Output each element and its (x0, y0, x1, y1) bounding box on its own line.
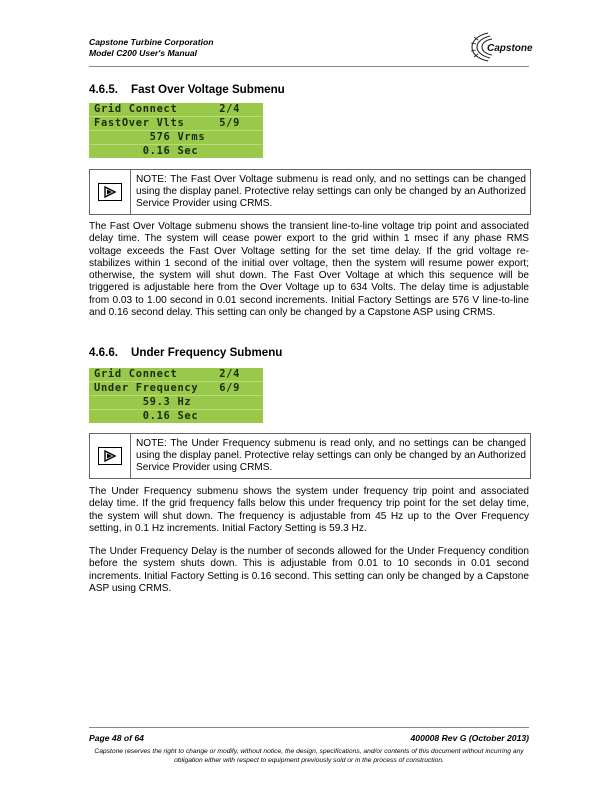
paragraph: The Under Frequency Delay is the number of seconds allowed for the Under Frequency condition before the system shuts down. This is adjustable from 0.01 to 10 seconds in 0.01 second increments. Initial Factory Setting is 0.16 second. This setting can only be changed by a Capstone ASP using CRMS. (89, 546, 529, 594)
section-number: 4.6.5. (89, 83, 119, 96)
document-revision: 400008 Rev G (October 2013) (410, 733, 529, 743)
note-text: NOTE: The Fast Over Voltage submenu is read only, and no settings can be changed using the display panel. Protective relay settings can only be changed by an Authorized Service Provider using CRMS. (136, 174, 526, 210)
document-header (89, 37, 213, 59)
lcd-display-under-frequency (89, 368, 263, 423)
lcd-line: Under Frequency 6/9 (89, 382, 263, 396)
lcd-line: 0.16 Sec (94, 145, 199, 157)
header-company: Capstone Turbine Corporation (89, 37, 214, 47)
note-text: NOTE: The Under Frequency submenu is read only, and no settings can be changed using the display panel. Protective relay settings can only be changed by an Authorized Service Provider using CRMS. (136, 438, 526, 474)
section-heading-fast-over-voltage (89, 83, 285, 96)
lcd-line: Grid Connect 2/4 (89, 103, 263, 117)
lcd-line: 0.16 Sec (94, 410, 199, 422)
paragraph: The Fast Over Voltage submenu shows the transient line-to-line voltage trip point and associated delay time. The system will cease power export to the grid within 1 msec if any phase RMS voltage exceeds the Fast Over Voltage setting for the set time delay. If the grid voltage re-stabilizes within 1 second of the initial over voltage, then the system will resume power export; otherwise, the system will shut down. The Fast Over Voltage at which this sequence will be triggered is adjustable here from the Over Voltage up to 634 Volts. The delay time is adjustable from 0.03 to 1.00 second in 0.01 second increments. Initial Factory Settings are 576 V line-to-line and 0.16 second delay. This setting can only be changed by a Capstone ASP using CRMS. (89, 221, 529, 319)
paragraph: The Under Frequency submenu shows the system under frequency trip point and associated delay time. If the grid frequency falls below this under frequency trip point for the set delay time, the system will shut down. The frequency is adjustable from 45 Hz up to the Over Frequency setting, in 0.1 Hz increments. Initial Factory Setting is 59.3 Hz. (89, 486, 529, 534)
footer-disclaimer: Capstone reserves the right to change or modify, without notice, the design, specifications, and/or contents of this document without incurring any obligation either with respect to equipment previously sold or in the process of construction. (94, 748, 524, 764)
note-arrow-icon (98, 447, 122, 465)
note-arrow-icon (98, 183, 122, 201)
header-rule (89, 66, 529, 67)
section-title: Under Frequency Submenu (131, 346, 283, 359)
page-number: Page 48 of 64 (89, 733, 144, 743)
capstone-logo-icon (466, 27, 533, 65)
section-title: Fast Over Voltage Submenu (131, 83, 285, 96)
footer-rule (89, 727, 529, 728)
lcd-line: 59.3 Hz (89, 396, 263, 410)
note-box-under-frequency (89, 433, 531, 479)
section-number: 4.6.6. (89, 346, 119, 359)
lcd-line: Grid Connect 2/4 (89, 368, 263, 382)
lcd-line: FastOver Vlts 5/9 (89, 117, 263, 131)
section-heading-under-frequency (89, 346, 282, 359)
header-manual: Model C200 User's Manual (89, 48, 198, 58)
svg-text:Capstone: Capstone (487, 43, 533, 54)
note-box-fast-over-voltage (89, 169, 531, 215)
lcd-line: 576 Vrms (89, 131, 263, 145)
lcd-display-fast-over-voltage (89, 103, 263, 158)
